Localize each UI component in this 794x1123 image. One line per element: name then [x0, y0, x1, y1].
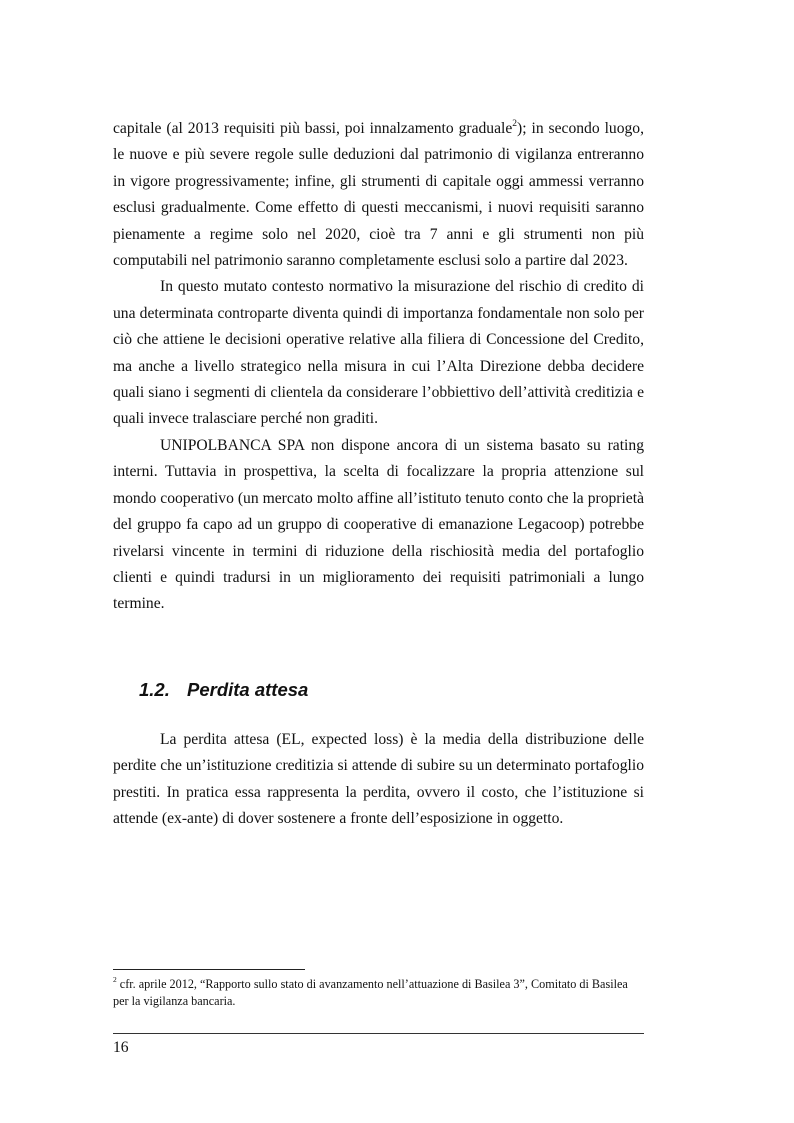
section-title: Perdita attesa: [187, 679, 309, 700]
page-footer-divider: [113, 1033, 644, 1034]
paragraph-continuation: [113, 116, 644, 274]
section-heading: [139, 676, 308, 704]
footnote-reference[interactable]: 2: [512, 118, 518, 129]
footnote-text: cfr. aprile 2012, “Rapporto sullo stato di avanzamento nell’attuazione di Basilea 3”, Comitato di Basilea per la vigilanza bancaria.: [113, 977, 628, 1008]
section-number: 1.2.: [139, 679, 170, 700]
page-number: 16: [113, 1039, 129, 1056]
paragraph-continuation-start: capitale (al 2013 requisiti più bassi, poi innalzamento graduale: [113, 120, 513, 137]
footnote-marker: 2: [113, 974, 117, 984]
paragraph: UNIPOLBANCA SPA non dispone ancora di un sistema basato su rating interni. Tuttavia in prospettiva, la scelta di focalizzare la propria attenzione sul mondo cooperativo (un mercato molto affine all’istituto tenuto conto che la proprietà del gruppo fa capo ad un gruppo di cooperative di emanazione Legacoop) potrebbe rivelarsi vincente in termini di riduzione della rischiosità media del portafoglio clienti e quindi tradursi in un miglioramento dei requisiti patrimoniali a lungo termine.: [113, 436, 644, 613]
body-text: [113, 116, 644, 618]
paragraph: La perdita attesa (EL, expected loss) è la media della distribuzione delle perdite che un’istituzione creditizia si attende di subire su un determinato portafoglio prestiti. In pratica essa rappresenta la perdita, ovvero il costo, che l’istituzione si attende (ex-ante) di dover sostenere a fronte dell’esposizione in oggetto.: [113, 731, 644, 828]
footnote: [113, 976, 644, 1010]
section-body: [113, 727, 644, 833]
footnote-divider: [113, 969, 305, 970]
paragraph-continuation-end: ); in secondo luogo, le nuove e più severe regole sulle deduzioni dal patrimonio di vigilanza entreranno in vigore progressivamente; infine, gli strumenti di capitale oggi ammessi verranno esclusi gradualmente. Come effetto di questi meccanismi, i nuovi requisiti saranno pienamente a regime solo nel 2020, cioè tra 7 anni e gli strumenti non più computabili nel patrimonio saranno completamente esclusi solo a partire dal 2023.: [113, 120, 644, 270]
paragraph: In questo mutato contesto normativo la misurazione del rischio di credito di una determinata controparte diventa quindi di importanza fondamentale non solo per ciò che attiene le decisioni operative relative alla filiera di Concessione del Credito, ma anche a livello strategico nella misura in cui l’Alta Direzione debba decidere quali siano i segmenti di clientela da considerare l’obbiettivo dell’attività creditizia e quali invece tralasciare perché non graditi.: [113, 278, 644, 428]
